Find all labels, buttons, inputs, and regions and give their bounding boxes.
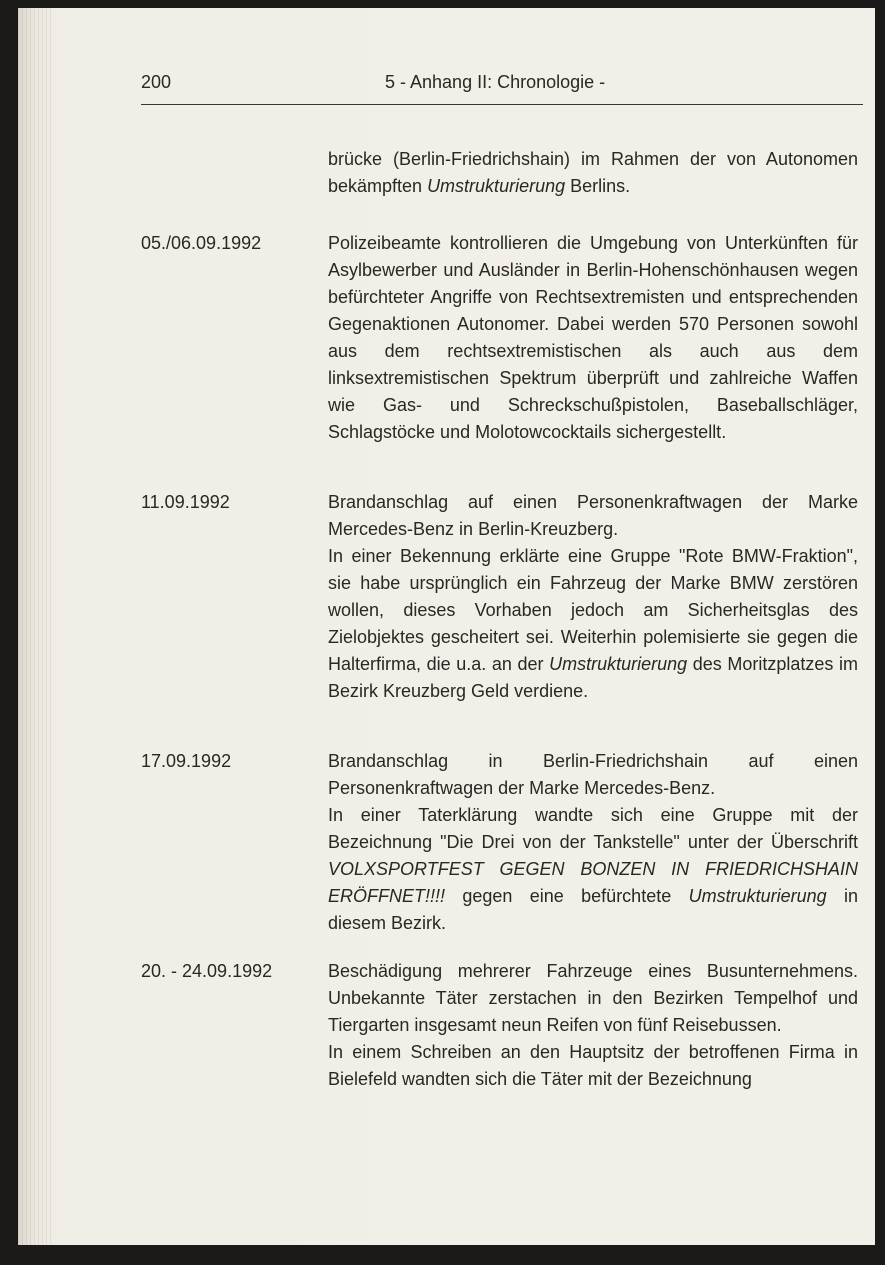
entry-paragraph (328, 748, 858, 802)
entry-paragraph (328, 543, 858, 705)
entry-paragraph (328, 146, 858, 200)
text-run: Polizeibeamte kontrollieren die Umgebung von Unterkünften für Asylbewerber und Ausländer in Berlin-Hohenschönhausen wegen befürchteter Angriffe von Rechtsextremisten und entsprechenden Gegenaktionen Autonomer. Dabei werden 570 Personen sowohl aus dem rechtsextremistischen als auch aus dem linksextremistischen Spektrum überprüft und zahlreiche Waffen wie Gas- und Schreckschußpistolen, Baseballschläger, Schlagstöcke und Molotowcocktails sichergestellt. (328, 233, 858, 442)
entry-body (328, 230, 858, 446)
entry-paragraph (328, 1039, 858, 1093)
entry-body (328, 146, 858, 200)
text-run: Brandanschlag in Berlin-Friedrichshain auf einen Personenkraftwagen der Marke Mercedes-Benz. (328, 751, 858, 798)
entry-paragraph (328, 958, 858, 1039)
text-run: des Moritzplatzes im Bezirk Kreuzberg Geld verdiene. (328, 654, 858, 701)
text-run: Beschädigung mehrerer Fahrzeuge eines Busunternehmens. Unbekannte Täter zerstachen in den Bezirken Tempelhof und Tiergarten insgesamt neun Reifen von fünf Reisebussen. (328, 961, 858, 1035)
page-gutter-shadow (18, 8, 54, 1245)
entry-paragraph (328, 489, 858, 543)
entry-date: 05./06.09.1992 (141, 233, 262, 253)
italic-term: VOLXSPORTFEST GEGEN BONZEN IN FRIEDRICHSHAIN ERÖFFNET!!!! (328, 859, 858, 906)
page-number: 200 (141, 72, 172, 92)
entry-date: 17.09.1992 (141, 751, 232, 771)
entry-body (328, 958, 858, 1093)
text-run: Berlins. (565, 176, 631, 196)
entry-body (328, 489, 858, 705)
text-run: in diesem Bezirk. (328, 886, 858, 933)
entry-date: 11.09.1992 (141, 492, 230, 512)
entry-body (328, 748, 858, 937)
text-run: In einer Bekennung erklärte eine Gruppe "Rote BMW-Fraktion", sie habe ursprünglich ein Fahrzeug der Marke BMW zerstören wollen, dieses Vorhaben jedoch am Sicherheitsglas des Zielobjektes gescheitert sei. Weiterhin polemisierte sie gegen die Halterfirma, die u.a. an der (328, 546, 858, 674)
page-header (141, 68, 863, 105)
book-page (18, 8, 875, 1245)
text-run: brücke (Berlin-Friedrichshain) im Rahmen der von Autonomen bekämpften (328, 149, 858, 196)
running-title: 5 - Anhang II: Chronologie - (385, 72, 606, 92)
entry-paragraph (328, 230, 858, 446)
text-run: In einer Taterklärung wandte sich eine Gruppe mit der Bezeichnung "Die Drei von der Tankstelle" unter der Überschrift (328, 805, 858, 852)
italic-term: Umstrukturierung (688, 886, 827, 906)
italic-term: Umstrukturierung (427, 176, 566, 196)
entry-date: 20. - 24.09.1992 (141, 961, 273, 981)
entry-paragraph (328, 802, 858, 937)
text-run: gegen eine befürchtete (445, 886, 689, 906)
italic-term: Umstrukturierung (549, 654, 688, 674)
text-run: Brandanschlag auf einen Personenkraftwagen der Marke Mercedes-Benz in Berlin-Kreuzberg. (328, 492, 858, 539)
text-run: In einem Schreiben an den Hauptsitz der betroffenen Firma in Bielefeld wandten sich die Täter mit der Bezeichnung (328, 1042, 858, 1089)
